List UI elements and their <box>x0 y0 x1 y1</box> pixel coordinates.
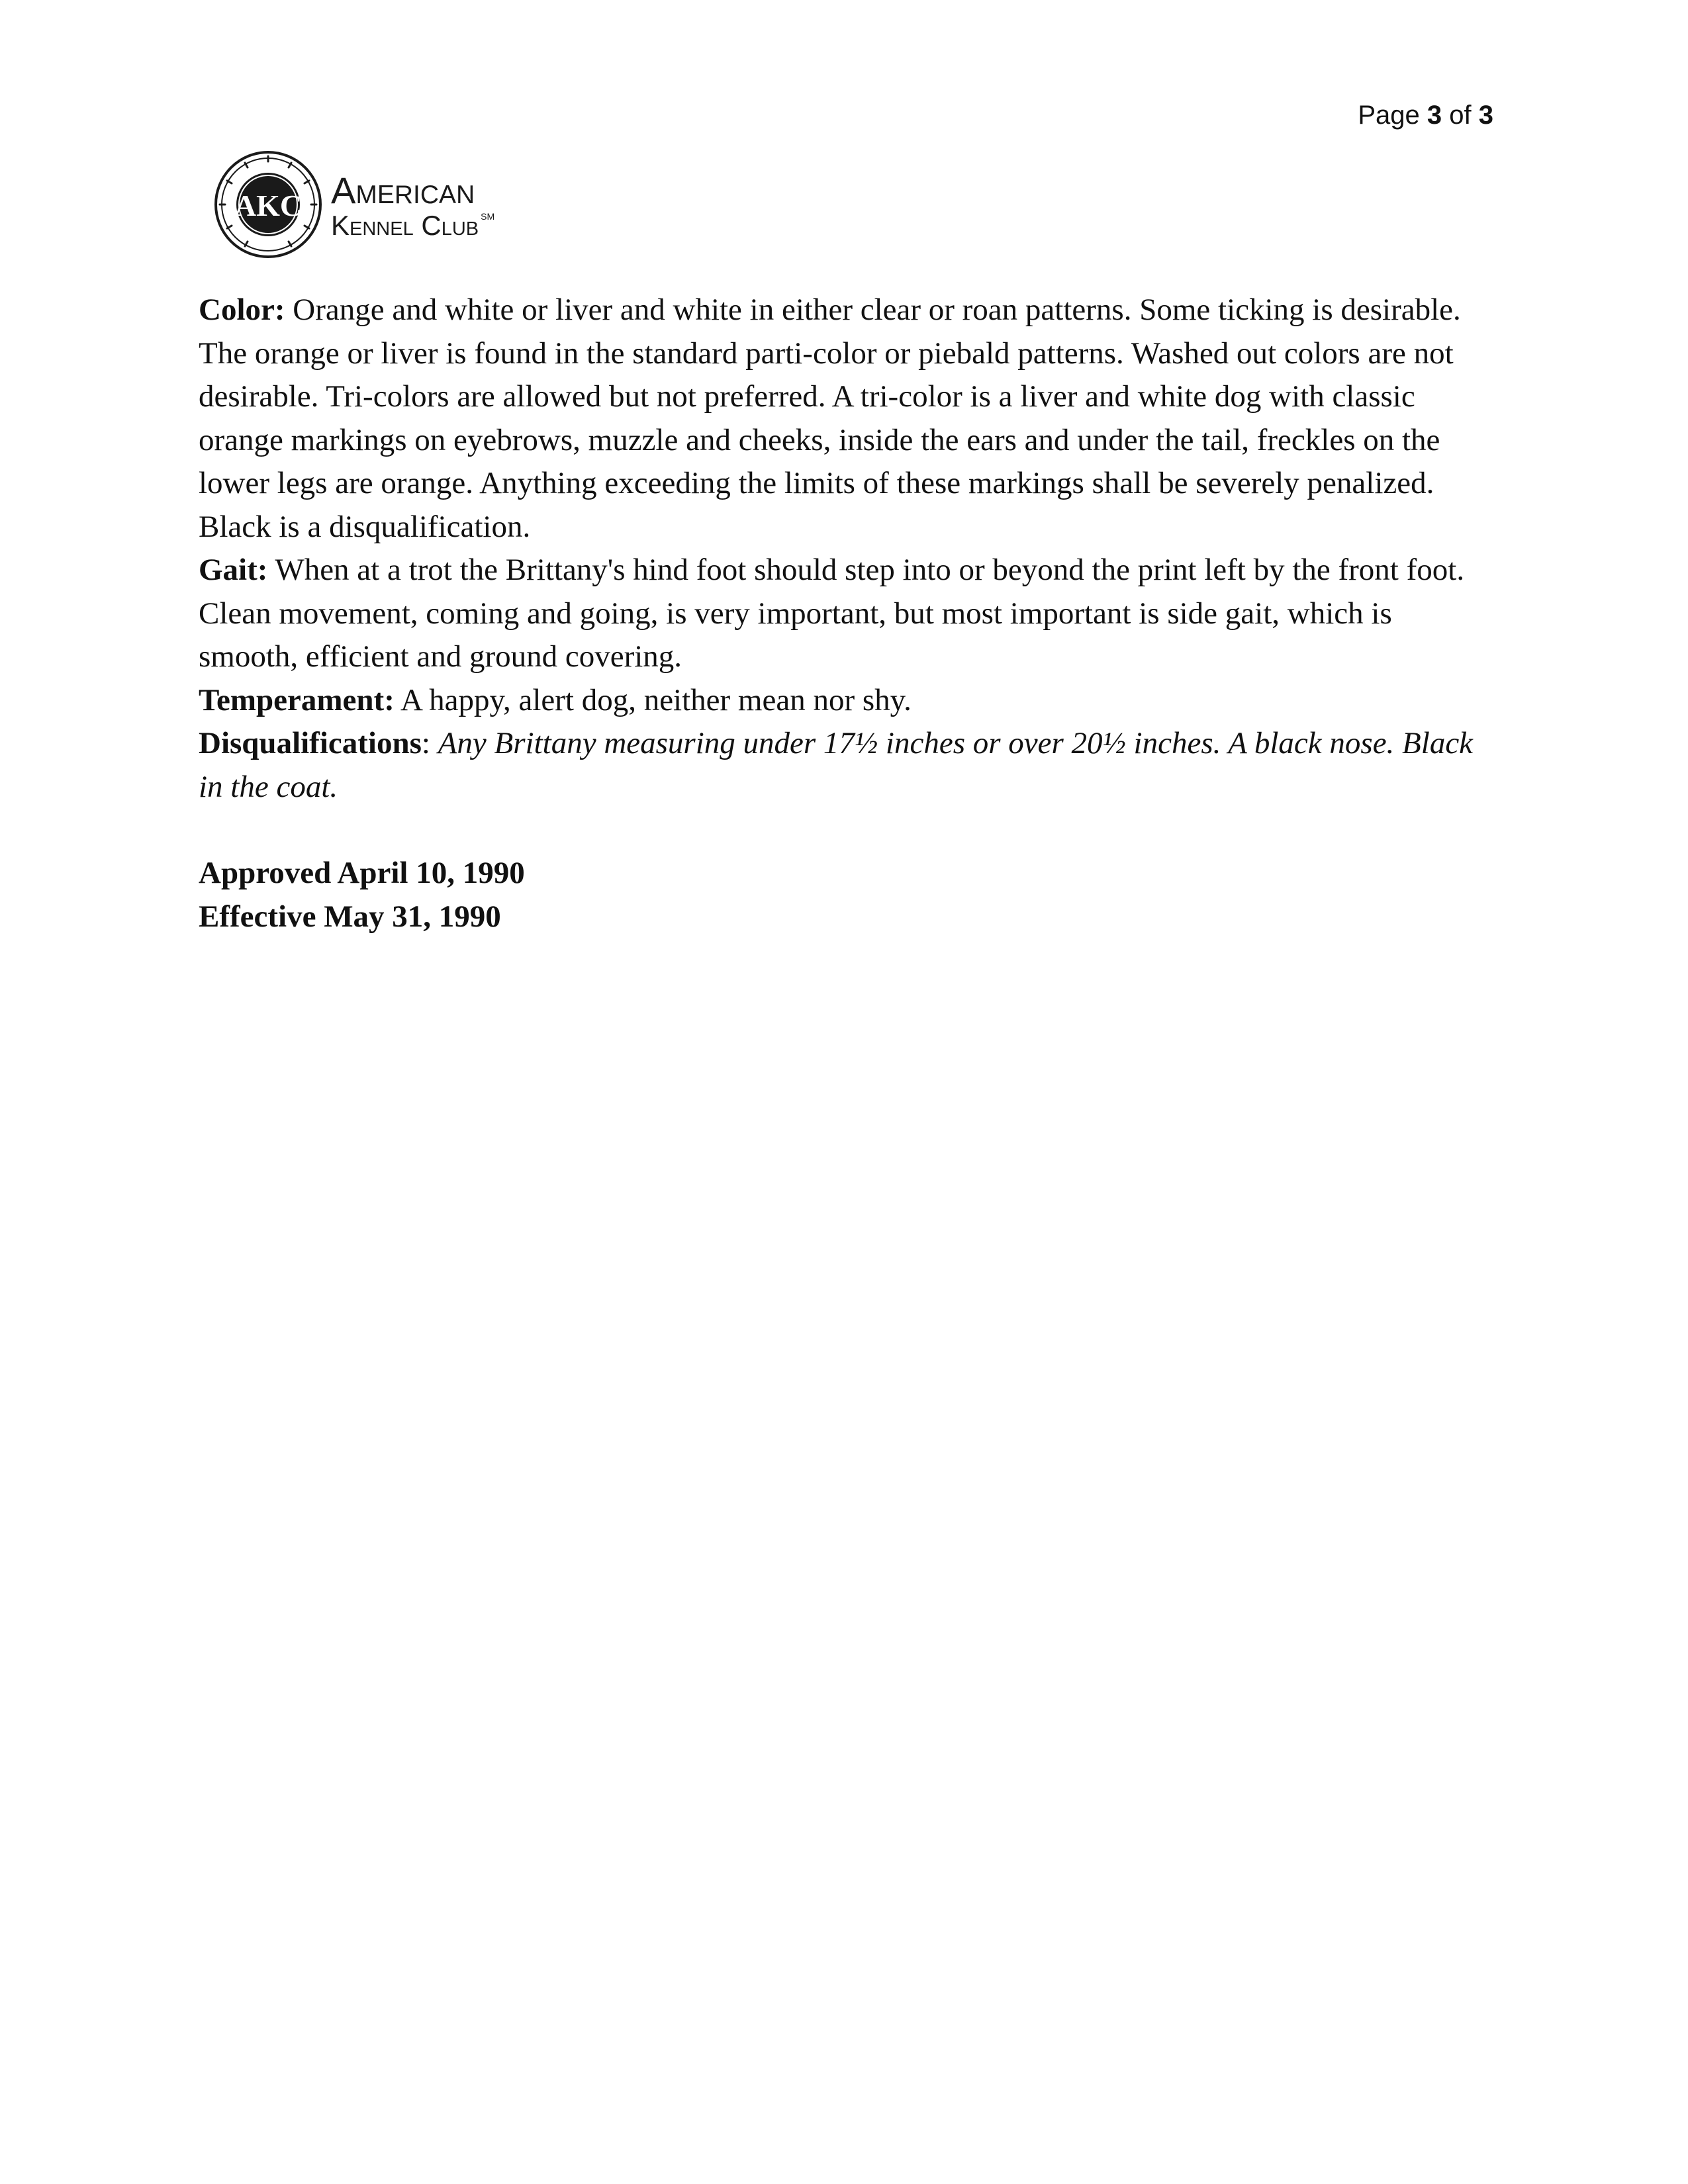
page-of: of <box>1449 101 1472 130</box>
gait-text: When at a trot the Brittany's hind foot should step into or beyond the print left by the front foot. Clean movement, coming and going, is very important, but most important is side gait, which is smooth, efficient and ground covering. <box>199 553 1465 674</box>
color-label: Color: <box>199 293 285 327</box>
logo-line2-text: Kennel Club <box>331 210 479 241</box>
disqualifications-text: Any Brittany measuring under 17½ inches or over 20½ inches. A black nose. Black in the coat. <box>199 726 1474 804</box>
approval-dates <box>199 852 1496 938</box>
temperament-text: A happy, alert dog, neither mean nor shy. <box>400 682 912 717</box>
page-current: 3 <box>1427 101 1442 130</box>
logo-line1-text: American <box>331 169 475 211</box>
approved-date: Approved April 10, 1990 <box>199 856 525 890</box>
service-mark: SM <box>481 211 495 222</box>
disqualifications-section <box>199 722 1496 809</box>
color-text: Orange and white or liver and white in either clear or roan patterns. Some ticking is desirable. The orange or liver is found in the standard parti-color or piebald patterns. Washed out colors are not desirable. Tri-colors are allowed but not preferred. A tri-color is a liver and white dog with classic orange markings on eyebrows, muzzle and cheeks, inside the ears and under the tail, freckles on the lower legs are orange. Anything exceeding the limits of these markings shall be severely penalized. Black is a disqualification. <box>199 293 1461 544</box>
logo-line2 <box>331 212 494 240</box>
page-number <box>1358 101 1493 130</box>
seal-initials: AKC <box>234 189 303 222</box>
disqualifications-separator: : <box>421 726 430 760</box>
page-total: 3 <box>1478 101 1493 130</box>
logo-line1 <box>331 169 494 211</box>
gait-section <box>199 549 1496 679</box>
akc-logo <box>213 150 518 259</box>
logo-wordmark <box>331 169 495 241</box>
color-section <box>199 289 1496 549</box>
temperament-label: Temperament: <box>199 682 395 717</box>
page-prefix: Page <box>1358 101 1420 130</box>
disqualifications-label: Disqualifications <box>199 726 422 760</box>
breed-standard-text <box>199 289 1496 938</box>
gait-label: Gait: <box>199 553 268 587</box>
akc-seal-icon <box>213 150 323 259</box>
temperament-section <box>199 679 1496 723</box>
effective-date: Effective May 31, 1990 <box>199 899 501 934</box>
